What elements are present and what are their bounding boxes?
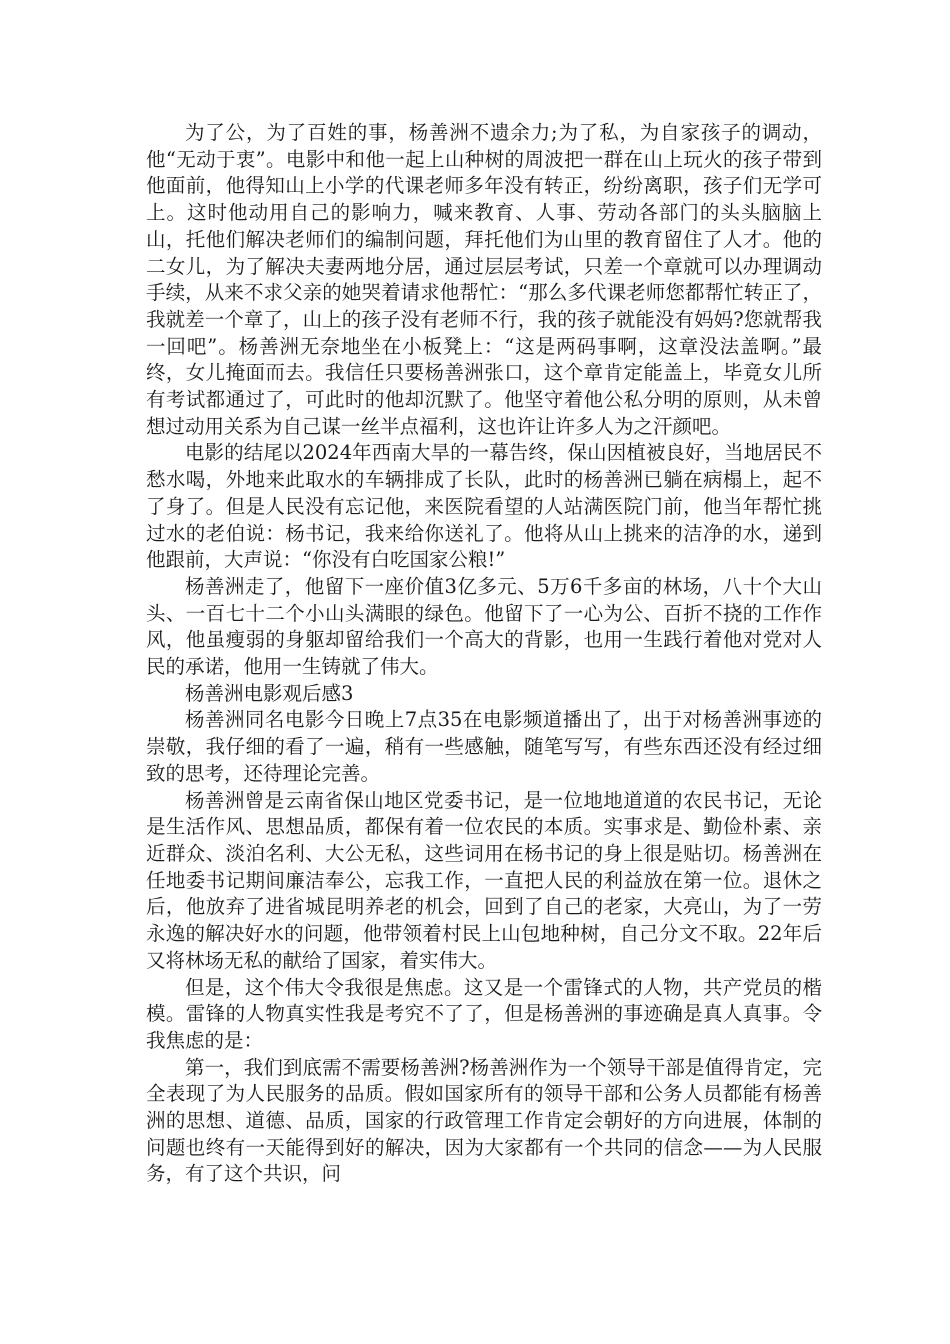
paragraph: 杨善洲走了，他留下一座价值3亿多元、5万6千多亩的林场，八十个大山头、一百七十二个小山头满眼的绿色。他留下了一心为公、百折不挠的工作作风，他虽瘦弱的身躯却留给我们一个高大的背影，也用一生践行着他对党对人民的承诺，他用一生铸就了伟大。 (146, 574, 822, 679)
paragraph: 杨善洲曾是云南省保山地区党委书记，是一位地地道道的农民书记，无论是生活作风、思想品质，都保有着一位农民的本质。实事求是、勤俭朴素、亲近群众、淡泊名利、大公无私，这些词用在杨书记的身上很是贴切。杨善洲在任地委书记期间廉洁奉公，忘我工作，一直把人民的利益放在第一位。退休之后，他放弃了进省城昆明养老的机会，回到了自己的老家，大亮山，为了一劳永逸的解决好水的问题，他带领着村民上山包地种树，自己分文不取。22年后又将林场无私的献给了国家，着实伟大。 (146, 788, 822, 972)
paragraph: 杨善洲同名电影今日晚上7点35在电影频道播出了，出于对杨善洲事迹的崇敬，我仔细的看了一遍，稍有一些感触，随笔写写，有些东西还没有经过细致的思考，还待理论完善。 (146, 708, 822, 785)
paragraph: 但是，这个伟大令我很是焦虑。这又是一个雷锋式的人物，共产党员的楷模。雷锋的人物真实性我是考究不了了，但是杨善洲的事迹确是真人真事。令我焦虑的是： (146, 975, 822, 1052)
paragraph: 第一，我们到底需不需要杨善洲?杨善洲作为一个领导干部是值得肯定，完全表现了为人民服务的品质。假如国家所有的领导干部和公务人员都能有杨善洲的思想、道德、品质，国家的行政管理工作肯定会朝好的方向进展，体制的问题也终有一天能得到好的解决，因为大家都有一个共同的信念——为人民服务，有了这个共识，问 (146, 1055, 822, 1186)
paragraph: 电影的结尾以2024年西南大旱的一幕告终，保山因植被良好，当地居民不愁水喝，外地来此取水的车辆排成了长队，此时的杨善洲已躺在病榻上，起不了身了。但是人民没有忘记他，来医院看望的人站满医院门前，他当年帮忙挑过水的老伯说：杨书记，我来给你送礼了。他将从山上挑来的洁净的水，递到他跟前，大声说：“你没有白吃国家公粮!” (146, 441, 822, 572)
document-page (146, 120, 822, 1188)
paragraph: 为了公，为了百姓的事，杨善洲不遗余力;为了私，为自家孩子的调动，他“无动于衷”。电影中和他一起上山种树的周波把一群在山上玩火的孩子带到他面前，他得知山上小学的代课老师多年没有转正，纷纷离职，孩子们无学可上。这时他动用自己的影响力，喊来教育、人事、劳动各部门的头头脑脑上山，托他们解决老师们的编制问题，拜托他们为山里的教育留住了人才。他的二女儿，为了解决夫妻两地分居，通过层层考试，只差一个章就可以办理调动手续，从来不求父亲的她哭着请求他帮忙：“那么多代课老师您都帮忙转正了，我就差一个章了，山上的孩子没有老师不行，我的孩子就能没有妈妈?您就帮我一回吧”。杨善洲无奈地坐在小板凳上：“这是两码事啊，这章没法盖啊。”最终，女儿掩面而去。我信任只要杨善洲张口，这个章肯定能盖上，毕竟女儿所有考试都通过了，可此时的他却沉默了。他坚守着他公私分明的原则，从未曾想过动用关系为自己谋一丝半点福利，这也许让许多人为之汗颜吧。 (146, 121, 822, 438)
section-title: 杨善洲电影观后感3 (185, 681, 354, 705)
